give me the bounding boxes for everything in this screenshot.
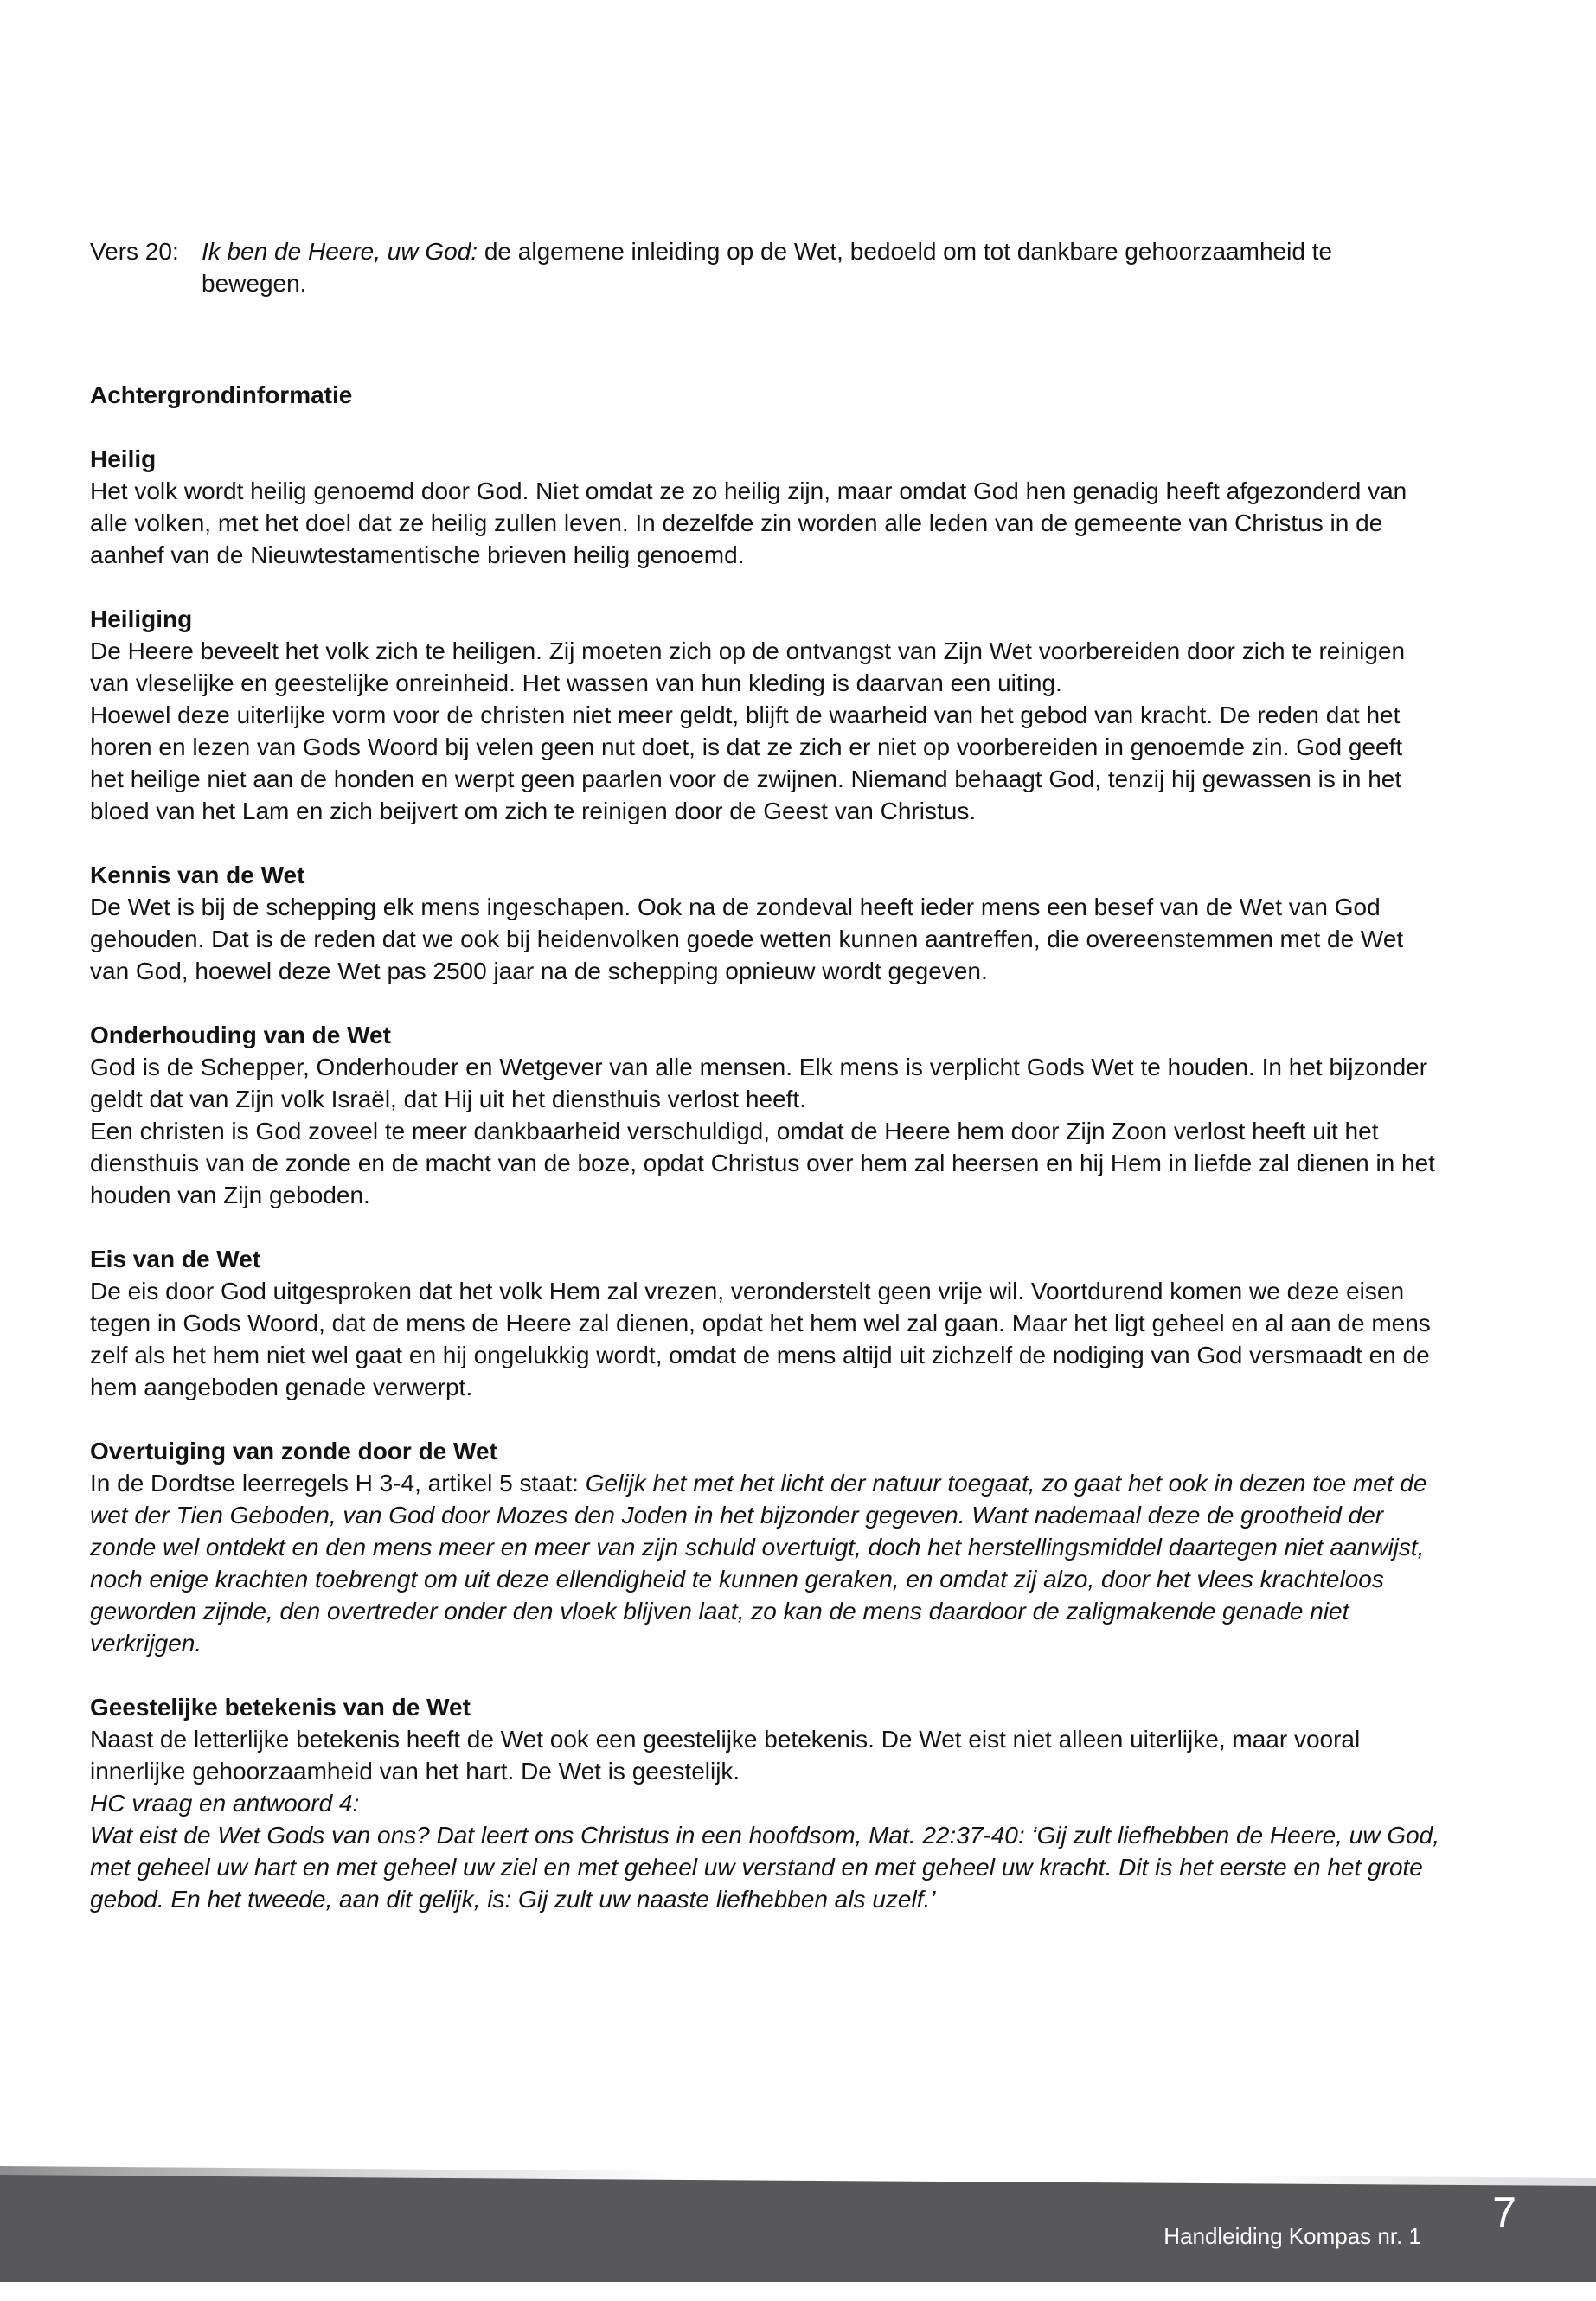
section-heading-overtuiging: Overtuiging van zonde door de Wet (90, 1438, 497, 1465)
vers-block (90, 235, 1439, 299)
section-heading-heilig: Heilig (90, 445, 157, 472)
page-number: 7 (1492, 2189, 1516, 2237)
section-paragraph: God is de Schepper, Onderhouder en Wetgever van alle mensen. Elk mens is verplicht Gods Wet te houden. In het bijzonder geldt dat van Zijn volk Israël, dat Hij uit het diensthuis verlost heeft. (90, 1054, 1428, 1112)
section-heading-eis-van-de-wet: Eis van de Wet (90, 1246, 261, 1272)
main-heading: Achtergrondinformatie (90, 381, 353, 408)
vers-quote: Ik ben de Heere, uw God: (202, 238, 478, 265)
section-heading-kennis-van-de-wet: Kennis van de Wet (90, 862, 305, 888)
hc-text: Wat eist de Wet Gods van ons? Dat leert ons Christus in een hoofdsom, Mat. 22:37-40: ‘Gij zult liefhebben de Heere, uw God, met geheel uw hart en met geheel uw ziel en met geheel uw verstand en met geheel uw kracht. Dit is het eerste en het grote gebod. En het tweede, aan dit gelijk, is: Gij zult uw naaste liefhebben als uzelf.’ (90, 1822, 1440, 1913)
vers-after-quote: de algemene inleiding op de Wet, bedoeld om tot dankbare gehoorzaamheid te bewegen. (202, 238, 1333, 297)
page-content (90, 235, 1439, 1915)
section-paragraph: Een christen is God zoveel te meer dankbaarheid verschuldigd, omdat de Heere hem door Zijn Zoon verlost heeft uit het diensthuis van de zonde en de macht van de boze, opdat Christus over hem zal heersen en hij Hem in liefde zal dienen in het houden van Zijn geboden. (90, 1118, 1435, 1208)
section-heading-onderhouding-van-de-wet: Onderhouding van de Wet (90, 1022, 391, 1048)
section-heading-heiliging: Heiliging (90, 606, 193, 632)
vers-label: Vers 20: (90, 238, 179, 265)
section-paragraph: Hoewel deze uiterlijke vorm voor de christen niet meer geldt, blijft de waarheid van het gebod van kracht. De reden dat het horen en lezen van Gods Woord bij velen geen nut doet, is dat ze zich er niet op voorbereiden in genoemde zin. God geeft het heilige niet aan de honden en werpt geen paarlen voor de zwijnen. Niemand behaagt God, tenzij hij gewassen is in het bloed van het Lam en zich beijvert om zich te reinigen door de Geest van Christus. (90, 702, 1403, 824)
dordtse-intro: In de Dordtse leerregels H 3-4, artikel 5 staat: (90, 1470, 579, 1497)
dordtse-quote: Gelijk het met het licht der natuur toegaat, zo gaat het ook in dezen toe met de wet der Tien Geboden, van God door Mozes den Joden in het bijzonder gegeven. Want nademaal deze de grootheid der zonde wel ontdekt en den mens meer en meer van zijn schuld overtuigt, doch het herstellingsmiddel daartegen niet aanwijst, noch enige krachten toebrengt om uit deze ellendigheid te kunnen geraken, en omdat zij alzo, door het vlees krachteloos geworden zijnde, den overtreder onder den vloek blijven laat, zo kan de mens daardoor de zaligmakende genade niet verkrijgen. (90, 1470, 1427, 1657)
section-paragraph: Het volk wordt heilig genoemd door God. Niet omdat ze zo heilig zijn, maar omdat God hen genadig heeft afgezonderd van alle volken, met het doel dat ze heilig zullen leven. In dezelfde zin worden alle leden van de gemeente van Christus in de aanhef van de Nieuwtestamentische brieven heilig genoemd. (90, 478, 1407, 568)
section-paragraph: De Heere beveelt het volk zich te heiligen. Zij moeten zich op de ontvangst van Zijn Wet voorbereiden door zich te reinigen van vleselijke en geestelijke onreinheid. Het wassen van hun kleding is daarvan een uiting. (90, 638, 1406, 696)
section-heading-geestelijke-betekenis: Geestelijke betekenis van de Wet (90, 1694, 471, 1721)
vers-text (202, 235, 1439, 299)
section-paragraph: De eis door God uitgesproken dat het volk Hem zal vrezen, veronderstelt geen vrije wil. Voortdurend komen we deze eisen tegen in Gods Woord, dat de mens de Heere zal dienen, opdat het hem wel zal gaan. Maar het ligt geheel en al aan de mens zelf als het hem niet wel gaat en hij ongelukkig wordt, omdat de mens altijd uit zichzelf de nodiging van God versmaadt en de hem aangeboden genade verwerpt. (90, 1278, 1431, 1400)
booklet-title: Handleiding Kompas nr. 1 (1163, 2223, 1421, 2249)
section-paragraph (90, 1467, 1439, 1659)
section-paragraph: Naast de letterlijke betekenis heeft de Wet ook een geestelijke betekenis. De Wet eist niet alleen uiterlijke, maar vooral innerlijke gehoorzaamheid van het hart. De Wet is geestelijk. (90, 1726, 1361, 1785)
hc-label: HC vraag en antwoord 4: (90, 1790, 360, 1817)
section-paragraph: De Wet is bij de schepping elk mens ingeschapen. Ook na de zondeval heeft ieder mens een besef van de Wet van God gehouden. Dat is de reden dat we ook bij heidenvolken goede wetten kunnen aantreffen, die overeenstemmen met de Wet van God, hoewel deze Wet pas 2500 jaar na de schepping opnieuw wordt gegeven. (90, 894, 1404, 984)
